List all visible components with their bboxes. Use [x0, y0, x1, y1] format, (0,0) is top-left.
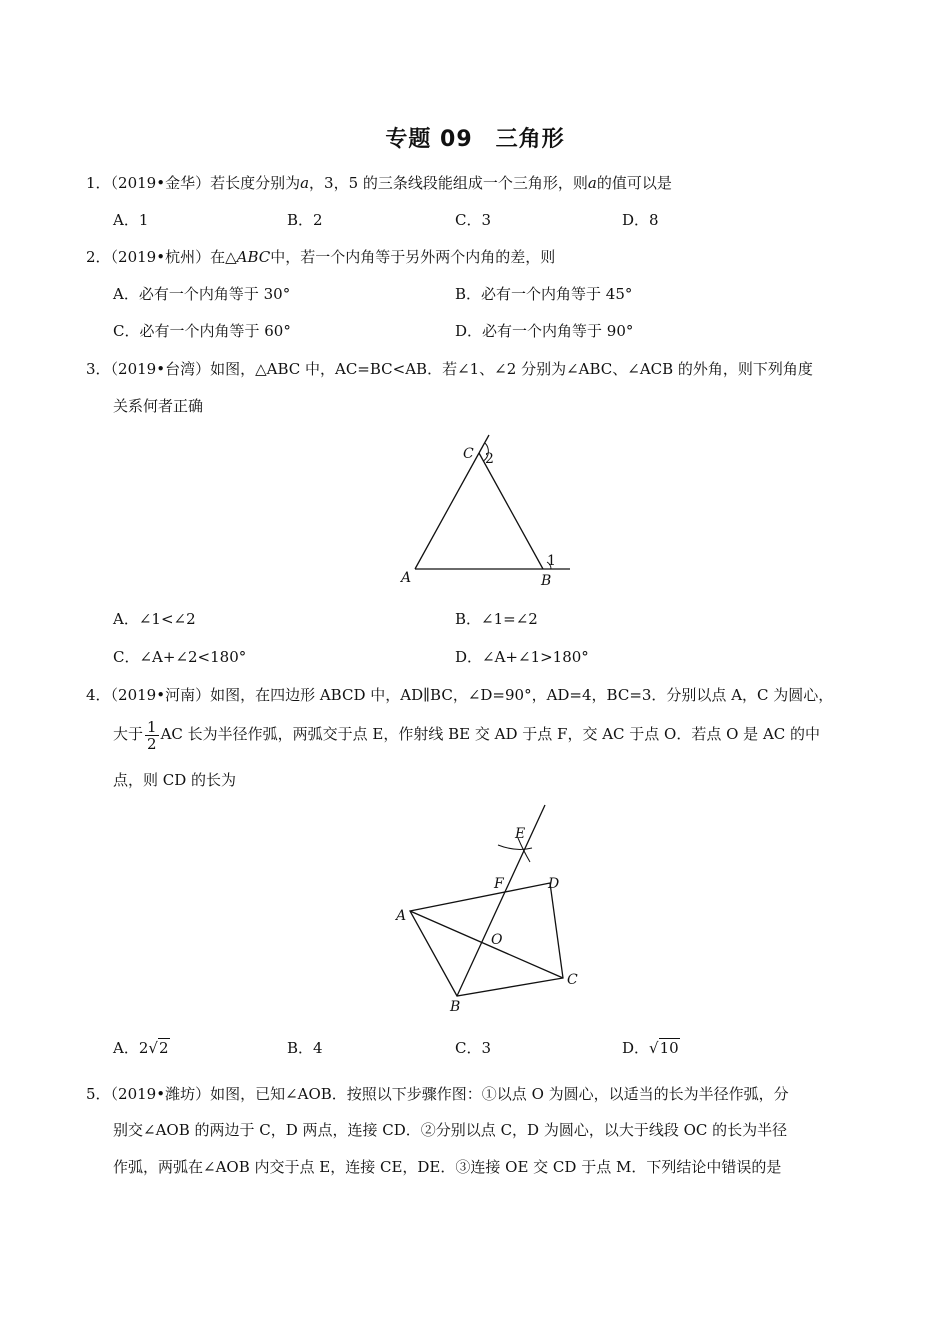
question-2 [86, 247, 555, 267]
question-text: 在△ [210, 248, 237, 266]
label-angle-2: 2 [485, 451, 494, 467]
quadrilateral-abcd [410, 883, 563, 996]
option-d[interactable]: D．8 [622, 211, 659, 229]
option-text: D． [622, 1039, 650, 1057]
radicand: 10 [659, 1039, 679, 1057]
question-text-continued [113, 716, 820, 752]
fraction-denominator: 2 [147, 734, 157, 753]
label-c: C [463, 446, 474, 462]
label-c: C [567, 972, 578, 988]
option-d[interactable]: D．必有一个内角等于 90° [455, 322, 634, 340]
question-number: 5． [86, 1085, 111, 1103]
question-1 [86, 173, 672, 193]
question-text: AC 长为半径作弧，两弧交于点 E，作射线 BE 交 AD 于点 F，交 AC 于点 O．若点 O 是 AC 的中 [160, 725, 821, 743]
quadrilateral-figure [390, 800, 590, 1020]
option-text: A．2 [113, 1039, 149, 1057]
label-a: A [401, 570, 412, 586]
triangle-figure [395, 430, 580, 590]
variable: a [587, 174, 597, 192]
question-source: （2019•河南） [110, 686, 211, 704]
option-a[interactable]: A．1 [113, 211, 149, 229]
question-text: 如图，已知∠AOB．按照以下步骤作图：①以点 O 为圆心，以适当的长为半径作弧，分 [210, 1085, 789, 1103]
label-e: E [515, 826, 526, 842]
question-text: 中，若一个内角等于另外两个内角的差，则 [270, 248, 556, 266]
question-text: 大于 [113, 725, 144, 743]
fraction-one-half [145, 719, 159, 752]
option-c[interactable]: C．3 [455, 1039, 492, 1057]
question-number: 4． [86, 686, 111, 704]
question-text: 若长度分别为 [210, 174, 301, 192]
square-root: √10 [649, 1039, 679, 1057]
page-title: 专题 09 三角形 [385, 127, 565, 152]
label-b: B [541, 573, 552, 589]
side-bc [479, 453, 543, 569]
side-ac [415, 453, 479, 569]
question-source: （2019•潍坊） [110, 1085, 211, 1103]
label-angle-1: 1 [547, 553, 556, 569]
label-o: O [491, 932, 503, 948]
option-d[interactable]: D．∠A+∠1>180° [455, 648, 589, 666]
option-b[interactable]: B．∠1=∠2 [455, 610, 538, 628]
label-a: A [396, 908, 407, 924]
question-text: 的值可以是 [596, 174, 672, 192]
question-source: （2019•杭州） [110, 248, 211, 266]
option-a[interactable]: A．必有一个内角等于 30° [113, 285, 291, 303]
radicand: 2 [158, 1039, 169, 1057]
option-c[interactable]: C．必有一个内角等于 60° [113, 322, 291, 340]
label-f: F [494, 876, 504, 892]
variable: ABC [236, 248, 271, 266]
label-b: B [450, 999, 461, 1015]
option-b[interactable]: B．2 [287, 211, 323, 229]
square-root: √2 [148, 1039, 169, 1057]
label-d: D [548, 876, 560, 892]
question-text: 如图，在四边形 ABCD 中，AD∥BC，∠D=90°，AD=4，BC=3．分别以点 A，C 为圆心， [210, 686, 834, 704]
question-number: 3． [86, 360, 111, 378]
question-text-continued: 作弧，两弧在∠AOB 内交于点 E，连接 CE，DE．③连接 OE 交 CD 于点 M．下列结论中错误的是 [113, 1158, 782, 1176]
question-text: 如图，△ABC 中，AC=BC<AB．若∠1、∠2 分别为∠ABC、∠ACB 的外角，则下列角度 [210, 360, 813, 378]
question-text: ，3，5 的三条线段能组成一个三角形，则 [309, 174, 588, 192]
option-a[interactable] [113, 1038, 170, 1058]
question-text-continued: 关系何者正确 [113, 397, 204, 415]
question-4 [86, 685, 833, 705]
question-5 [86, 1084, 789, 1104]
option-b[interactable]: B．必有一个内角等于 45° [455, 285, 633, 303]
option-c[interactable]: C．∠A+∠2<180° [113, 648, 247, 666]
fraction-numerator: 1 [147, 717, 157, 736]
ray-be [457, 805, 545, 996]
variable: a [300, 174, 310, 192]
question-number: 1． [86, 174, 111, 192]
question-text-continued: 点，则 CD 的长为 [113, 771, 237, 789]
question-source: （2019•金华） [110, 174, 211, 192]
diagonal-ac [410, 911, 563, 978]
question-text-continued: 别交∠AOB 的两边于 C，D 两点，连接 CD．②分别以点 C，D 为圆心，以大于线段 OC 的长为半径 [113, 1121, 788, 1139]
question-source: （2019•台湾） [110, 360, 211, 378]
option-c[interactable]: C．3 [455, 211, 492, 229]
question-3 [86, 359, 813, 379]
option-d[interactable] [622, 1038, 680, 1058]
question-number: 2． [86, 248, 111, 266]
option-b[interactable]: B．4 [287, 1039, 323, 1057]
option-a[interactable]: A．∠1<∠2 [113, 610, 196, 628]
